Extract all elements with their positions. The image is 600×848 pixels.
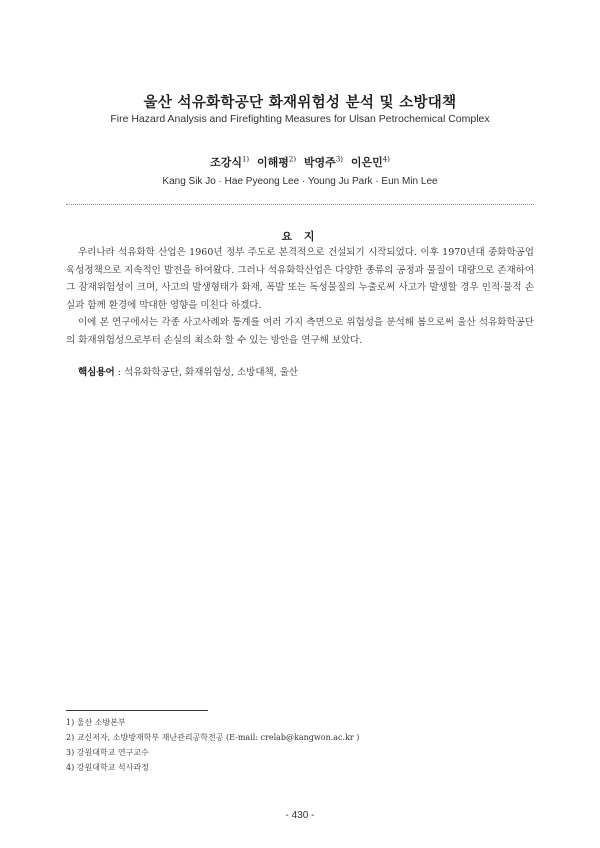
author-name: 박영주 [303,156,336,169]
footnote-rule [66,710,208,711]
abstract-heading: 요 지 [281,230,319,243]
footnotes [66,715,536,775]
footnote-3: 3) 강원대학교 연구교수 [66,748,149,757]
footnote-4: 4) 강원대학교 석사과정 [66,763,149,772]
author-name: 이해평 [257,156,289,169]
page-number: - 430 - [285,810,315,821]
keywords-label: 핵심용어 [78,367,115,378]
author-4 [351,156,390,169]
author-affiliation-mark: 3) [335,155,343,164]
author-3 [304,156,343,169]
author-affiliation-mark: 4) [382,155,390,164]
keywords-list: 석유화학공단, 화재위험성, 소방대책, 울산 [123,367,299,378]
footnote-2: 2) 교신저자, 소방방재학부 재난관리공학전공 (E-mail: crelab@kangwon.ac.kr ) [66,733,360,742]
keywords-line [78,364,534,378]
keywords-separator: : [114,367,124,378]
author-name: 이은민 [350,156,383,169]
author-name: 조강식 [210,156,242,169]
author-affiliation-mark: 2) [288,155,297,164]
author-affiliation-mark: 1) [241,155,250,164]
header-divider [66,204,534,205]
authors-korean [0,154,600,170]
paper-subtitle-english: Fire Hazard Analysis and Firefighting Measures for Ulsan Petrochemical Complex [110,113,490,125]
paper-title: 울산 석유화학공단 화재위험성 분석 및 소방대책 [143,94,457,111]
abstract-paragraph-2: 이에 본 연구에서는 각종 사고사례와 통계를 여러 가지 측면으로 위험성을 분석해 봄으로써 울산 석유화학공단의 화재위험성으로부터 손실의 최소화 할 수 있는 방안을 연구해 보았다. [66,317,534,346]
author-1 [210,156,249,169]
abstract-paragraph-1: 우리나라 석유화학 산업은 1960년 정부 주도로 본격적으로 건설되기 시작되었다. 이후 1970년대 중화학공업 육성정책으로 지속적인 발전을 하여왔다. 그러나 석유화학산업은 다양한 종류의 공정과 물질이 대량으로 존재하여 그 잠재위험성이 크며, 사고의 발생형태가 화재, 폭발 또는 독성물질의 누출로써 사고가 발생할 경우 인적·물적 손실과 함께 환경에 막대한 영향을 미친다 하겠다. [66,247,534,311]
authors-english: Kang Sik Jo · Hae Pyeong Lee · Young Ju Park · Eun Min Lee [162,176,438,187]
footnote-1: 1) 울산 소방본부 [66,718,126,727]
author-2 [257,156,296,169]
